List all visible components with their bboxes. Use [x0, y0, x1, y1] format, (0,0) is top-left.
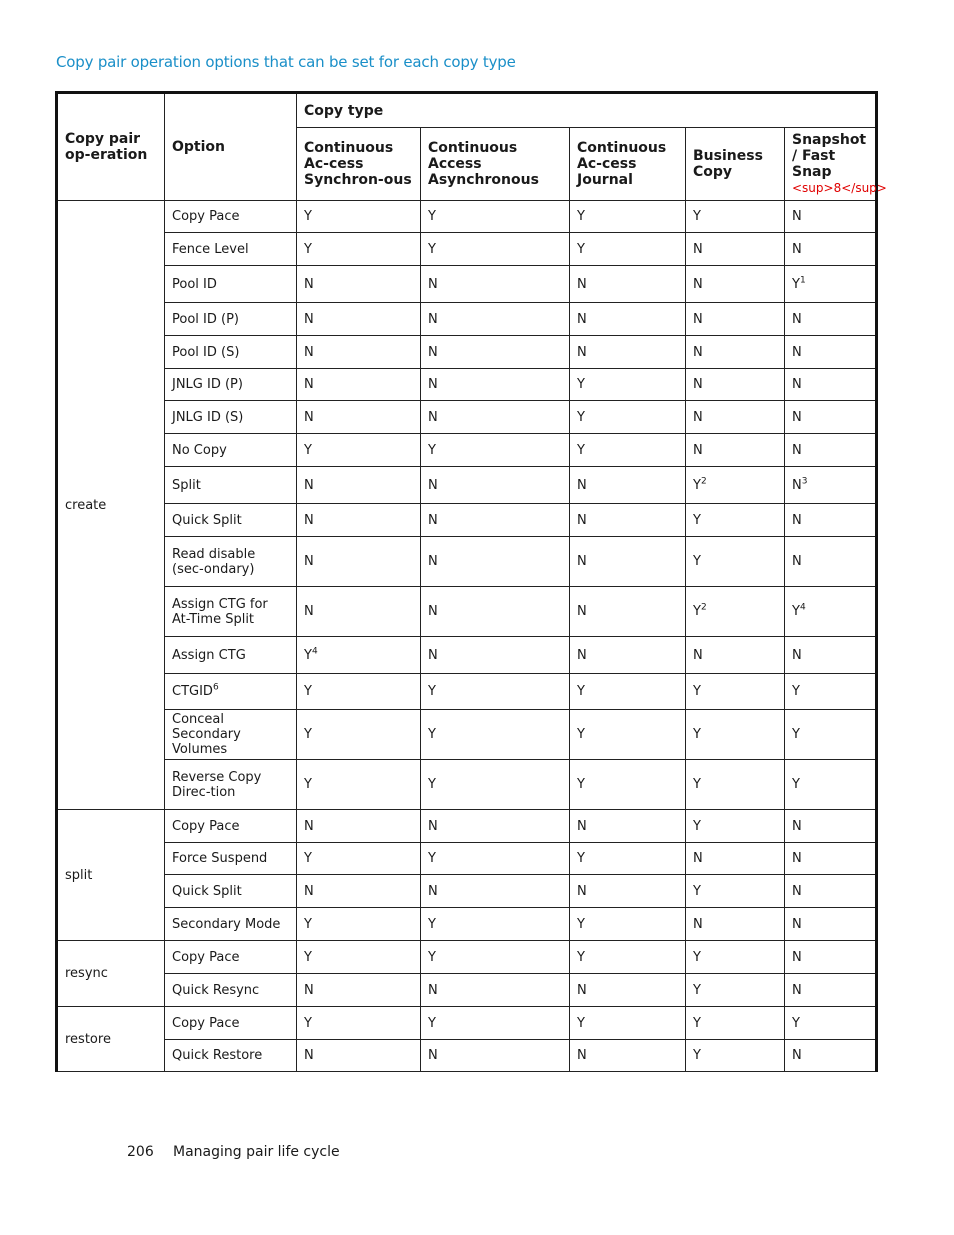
value-cell: N [421, 974, 570, 1007]
value-cell: N [785, 875, 877, 908]
value-cell: N [421, 266, 570, 303]
footnote-ref: 1 [799, 275, 806, 286]
value-cell: N [570, 467, 686, 504]
value-cell: N [686, 303, 785, 336]
value-cell: N [570, 875, 686, 908]
value-cell: N [785, 369, 877, 401]
table-row [57, 504, 877, 537]
value-cell: Y [297, 941, 421, 974]
operation-resync: resync [57, 941, 165, 1007]
value-cell: N [297, 336, 421, 369]
option-cell: Copy Pace [165, 201, 297, 233]
operation-create: create [57, 201, 165, 810]
value-cell: N [421, 587, 570, 637]
option-cell: Assign CTG [165, 637, 297, 674]
value-cell: N [785, 201, 877, 233]
value-cell: N [421, 401, 570, 434]
table-row [57, 201, 877, 233]
value-cell: Y [421, 434, 570, 467]
table-row [57, 266, 877, 303]
option-cell: Force Suspend [165, 843, 297, 875]
value-cell: N [570, 974, 686, 1007]
value-cell: $Y^2$ [686, 467, 785, 504]
value-cell: Y [686, 875, 785, 908]
value-cell: Y [297, 233, 421, 266]
header-col-label: Continuous Access Asynchronous [428, 140, 539, 188]
value-cell: N [686, 843, 785, 875]
value-cell: N [785, 233, 877, 266]
value-cell: N [297, 369, 421, 401]
section-title: Copy pair operation options that can be set for each copy type [56, 53, 516, 71]
value-cell: N [785, 974, 877, 1007]
value-cell: N [785, 941, 877, 974]
table-row [57, 941, 877, 974]
value-cell: Y [570, 760, 686, 810]
value-cell: N [421, 537, 570, 587]
value-cell: N [421, 1040, 570, 1072]
table-row [57, 710, 877, 760]
footnote-ref: 3 [801, 476, 808, 487]
value-cell: N [570, 336, 686, 369]
option-cell: Pool ID [165, 266, 297, 303]
header-option: Option [165, 93, 297, 201]
page-number: 206 [127, 1144, 154, 1160]
value-cell: Y [686, 760, 785, 810]
value-cell: Y [570, 710, 686, 760]
value-cell: Y [785, 710, 877, 760]
footnote-ref: 4 [799, 602, 806, 613]
value-cell: N [297, 587, 421, 637]
value-cell: $N^3$ [785, 467, 877, 504]
value-cell: N [686, 434, 785, 467]
value-cell: Y [297, 908, 421, 941]
value-cell: Y [421, 843, 570, 875]
value-cell: Y [570, 674, 686, 710]
value-cell: N [421, 504, 570, 537]
table-row [57, 674, 877, 710]
table-row [57, 467, 877, 504]
table-row [57, 875, 877, 908]
table-row [57, 401, 877, 434]
value-cell: N [570, 303, 686, 336]
option-cell: Conceal Secondary Volumes [165, 710, 297, 760]
option-cell: Read disable (sec-ondary) [165, 537, 297, 587]
value-cell: N [297, 1040, 421, 1072]
header-copy-pair-operation: Copy pair op-eration [57, 93, 165, 201]
value-cell: N [785, 810, 877, 843]
table-row [57, 760, 877, 810]
value-cell: N [421, 467, 570, 504]
value-cell: Y [421, 710, 570, 760]
table-row [57, 974, 877, 1007]
option-cell: Secondary Mode [165, 908, 297, 941]
header-col-label: Business Copy [693, 148, 763, 180]
value-cell: Y [297, 201, 421, 233]
header-col-label: Snapshot / Fast Snap [792, 132, 867, 180]
table-row [57, 587, 877, 637]
footer-text: Managing pair life cycle [173, 1144, 340, 1160]
header-col-0 [297, 128, 421, 201]
value-cell: N [421, 875, 570, 908]
option-cell: Copy Pace [165, 941, 297, 974]
table-row [57, 303, 877, 336]
value-cell: N [785, 434, 877, 467]
value-cell: Y [570, 369, 686, 401]
value-cell: Y [421, 674, 570, 710]
value-cell: N [421, 637, 570, 674]
table-row [57, 336, 877, 369]
table-row [57, 1007, 877, 1040]
value-cell: N [686, 401, 785, 434]
value-cell: $Y^4$ [297, 637, 421, 674]
value-cell: N [570, 810, 686, 843]
value-cell: N [297, 810, 421, 843]
value-cell: Y [570, 434, 686, 467]
header-copy-type: Copy type [297, 93, 877, 128]
value-cell: N [686, 233, 785, 266]
value-cell: N [297, 875, 421, 908]
page-footer [127, 1144, 340, 1160]
value-cell: N [785, 401, 877, 434]
value-cell: N [421, 336, 570, 369]
value-cell: N [421, 810, 570, 843]
value-cell: $Y^2$ [686, 587, 785, 637]
value-cell: Y [570, 401, 686, 434]
table-row [57, 843, 877, 875]
value-cell: N [785, 637, 877, 674]
option-cell: JNLG ID (P) [165, 369, 297, 401]
value-cell: Y [297, 434, 421, 467]
value-cell: Y [297, 674, 421, 710]
header-col-1 [421, 128, 570, 201]
footnote-ref: 2 [700, 476, 707, 487]
option-cell: CTGID$^6$ [165, 674, 297, 710]
option-cell: JNLG ID (S) [165, 401, 297, 434]
value-cell: Y [686, 537, 785, 587]
value-cell: N [297, 537, 421, 587]
value-cell: Y [297, 710, 421, 760]
value-cell: N [686, 336, 785, 369]
option-cell: Quick Restore [165, 1040, 297, 1072]
table-row [57, 537, 877, 587]
header-col-4 [785, 128, 887, 201]
value-cell: N [686, 369, 785, 401]
footnote-ref: 6 [212, 682, 219, 693]
value-cell: Y [686, 504, 785, 537]
option-cell: Quick Split [165, 504, 297, 537]
value-cell: N [297, 401, 421, 434]
value-cell: N [686, 908, 785, 941]
option-cell: Assign CTG for At-Time Split [165, 587, 297, 637]
value-cell: Y [686, 1040, 785, 1072]
header-col-2 [570, 128, 686, 201]
header-col-label: Continuous Ac-cess Synchron-ous [304, 140, 412, 188]
value-cell: Y [686, 710, 785, 760]
table-row [57, 810, 877, 843]
value-cell: Y [570, 1007, 686, 1040]
option-cell: Reverse Copy Direc-tion [165, 760, 297, 810]
option-cell: Pool ID (P) [165, 303, 297, 336]
value-cell: N [297, 467, 421, 504]
value-cell: Y [421, 760, 570, 810]
value-cell: Y [686, 810, 785, 843]
operation-restore: restore [57, 1007, 165, 1072]
header-col-3 [686, 128, 785, 201]
value-cell: N [785, 537, 877, 587]
value-cell: N [297, 266, 421, 303]
value-cell: N [785, 504, 877, 537]
option-cell: Split [165, 467, 297, 504]
copy-pair-options-table [55, 91, 887, 1072]
option-cell: Quick Split [165, 875, 297, 908]
value-cell: Y [686, 941, 785, 974]
value-cell: Y [421, 908, 570, 941]
value-cell: N [297, 504, 421, 537]
value-cell: Y [686, 1007, 785, 1040]
snapshot-footnote-marker: <sup>8</sup> [792, 181, 887, 195]
value-cell: Y [785, 1007, 877, 1040]
value-cell: Y [785, 674, 877, 710]
value-cell: $Y^4$ [785, 587, 877, 637]
footnote-ref: 4 [311, 646, 318, 657]
table-row [57, 434, 877, 467]
value-cell: N [570, 266, 686, 303]
value-cell: N [570, 537, 686, 587]
option-cell: Copy Pace [165, 810, 297, 843]
value-cell: N [785, 843, 877, 875]
value-cell: N [421, 369, 570, 401]
value-cell: Y [570, 941, 686, 974]
value-cell: N [297, 974, 421, 1007]
value-cell: N [570, 1040, 686, 1072]
value-cell: N [686, 266, 785, 303]
table-row [57, 233, 877, 266]
value-cell: Y [421, 201, 570, 233]
value-cell: Y [297, 843, 421, 875]
value-cell: Y [570, 233, 686, 266]
option-cell: Pool ID (S) [165, 336, 297, 369]
operation-split: split [57, 810, 165, 941]
value-cell: Y [421, 233, 570, 266]
value-cell: N [570, 504, 686, 537]
value-cell: N [570, 587, 686, 637]
value-cell: N [686, 637, 785, 674]
value-cell: Y [421, 941, 570, 974]
value-cell: Y [785, 760, 877, 810]
value-cell: Y [570, 908, 686, 941]
option-cell: Copy Pace [165, 1007, 297, 1040]
value-cell: Y [686, 674, 785, 710]
table-row [57, 1040, 877, 1072]
footnote-ref: 2 [700, 602, 707, 613]
value-cell: N [785, 1040, 877, 1072]
header-col-label: Continuous Ac-cess Journal [577, 140, 667, 188]
option-cell: Quick Resync [165, 974, 297, 1007]
value-cell: $Y^1$ [785, 266, 877, 303]
value-cell: Y [570, 201, 686, 233]
value-cell: Y [297, 760, 421, 810]
table-row [57, 637, 877, 674]
value-cell: N [785, 908, 877, 941]
value-cell: N [570, 637, 686, 674]
value-cell: Y [686, 974, 785, 1007]
table-row [57, 369, 877, 401]
value-cell: Y [421, 1007, 570, 1040]
value-cell: N [785, 303, 877, 336]
value-cell: Y [570, 843, 686, 875]
value-cell: Y [686, 201, 785, 233]
value-cell: N [297, 303, 421, 336]
option-cell: No Copy [165, 434, 297, 467]
option-cell: Fence Level [165, 233, 297, 266]
value-cell: Y [297, 1007, 421, 1040]
value-cell: N [421, 303, 570, 336]
table-row [57, 908, 877, 941]
value-cell: N [785, 336, 877, 369]
